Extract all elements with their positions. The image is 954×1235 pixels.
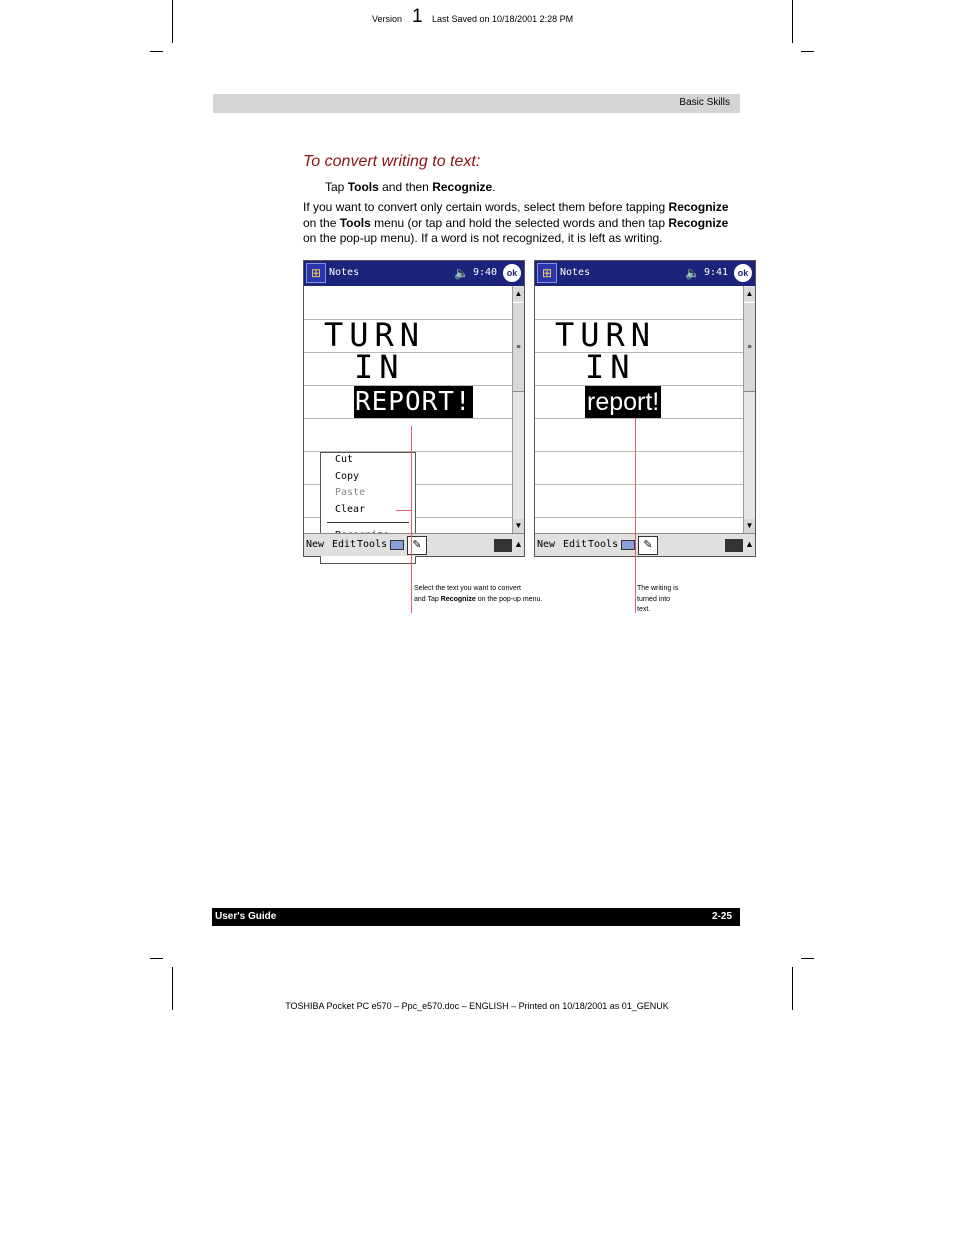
clock[interactable]: 9:41 [704,267,729,278]
menu-edit[interactable]: Edit [332,539,357,550]
ok-button[interactable]: ok [503,264,521,282]
version-label: Version [372,14,403,24]
callout-line [411,426,412,613]
menu-bar [304,533,524,556]
scroll-down-icon[interactable]: ▼ [513,519,524,533]
crop-mark [801,51,814,52]
footer-bar [212,908,740,926]
crop-mark [792,0,793,43]
windows-start-icon[interactable]: ⊞ [537,263,557,283]
handwriting-line: IN [585,348,636,386]
clock[interactable]: 9:40 [473,267,498,278]
ok-button[interactable]: ok [734,264,752,282]
crop-mark [801,958,814,959]
scroll-thumb[interactable]: ≡ [513,302,524,392]
menu-edit[interactable]: Edit [563,539,588,550]
input-toggle-icon[interactable] [621,540,635,550]
menu-item-paste: Paste [335,487,366,498]
step-text: Tap Tools and then Recognize. [325,180,496,194]
footer-guide-title: User's Guide [215,911,277,922]
handwriting-line: IN [354,348,405,386]
screenshot-notes-before [303,260,525,557]
scroll-up-icon[interactable]: ▲ [513,287,524,301]
version-number: 1 [412,6,423,27]
input-caret-icon[interactable]: ▲ [514,539,523,549]
menu-bar [535,533,755,556]
last-saved: Last Saved on 10/18/2001 2:28 PM [432,14,574,24]
menu-tools[interactable]: Tools [588,539,619,550]
app-title: Notes [329,267,360,278]
scroll-thumb[interactable]: ≡ [744,302,755,392]
body-paragraph: If you want to convert only certain words, select them before tapping Recognize on the Tools menu (or tap and hold the selected words and then tap Recognize on the pop-up menu). If a word is not recognized, it is left as writing. [303,200,729,245]
menu-item-copy[interactable]: Copy [335,471,360,482]
menu-item-cut[interactable]: Cut [335,454,354,465]
menu-new[interactable]: New [537,539,556,550]
caption-right: The writing is turned into text. [637,585,679,613]
keyboard-icon[interactable] [494,539,512,552]
vertical-scrollbar[interactable] [743,286,755,534]
input-toggle-icon[interactable] [390,540,404,550]
recognized-text[interactable]: report! [587,388,660,416]
menu-new[interactable]: New [306,539,325,550]
windows-start-icon[interactable]: ⊞ [306,263,326,283]
section-title: Basic Skills [679,97,730,108]
pen-icon[interactable]: ✎ [638,536,658,555]
callout-line [635,418,636,613]
page-number: 2-25 [711,911,732,922]
caption-left: Select the text you want to convert and Tap Recognize on the pop-up menu. [414,585,543,603]
handwriting-selected[interactable]: REPORT! [355,387,472,417]
speaker-icon[interactable]: 🔈 [685,266,700,280]
crop-mark [172,0,173,43]
pen-icon[interactable]: ✎ [407,536,427,555]
speaker-icon[interactable]: 🔈 [454,266,469,280]
keyboard-icon[interactable] [725,539,743,552]
menu-item-clear[interactable]: Clear [335,504,366,515]
crop-mark [150,51,163,52]
screenshot-notes-after [534,260,756,557]
section-bar [213,94,740,113]
note-canvas[interactable] [304,286,514,534]
scroll-down-icon[interactable]: ▼ [744,519,755,533]
crop-mark [150,958,163,959]
title-bar [304,261,524,286]
menu-tools[interactable]: Tools [357,539,388,550]
handwriting-line: TURN [555,316,657,354]
callout-line [396,510,411,511]
app-title: Notes [560,267,591,278]
vertical-scrollbar[interactable] [512,286,524,534]
note-canvas[interactable] [535,286,745,534]
page-title: To convert writing to text: [303,153,481,170]
menu-separator [327,522,409,523]
scroll-up-icon[interactable]: ▲ [744,287,755,301]
handwriting-line: TURN [324,316,426,354]
input-caret-icon[interactable]: ▲ [745,539,754,549]
print-line: TOSHIBA Pocket PC e570 – Ppc_e570.doc – ENGLISH – Printed on 10/18/2001 as 01_GENUK [285,1001,669,1011]
title-bar [535,261,755,286]
